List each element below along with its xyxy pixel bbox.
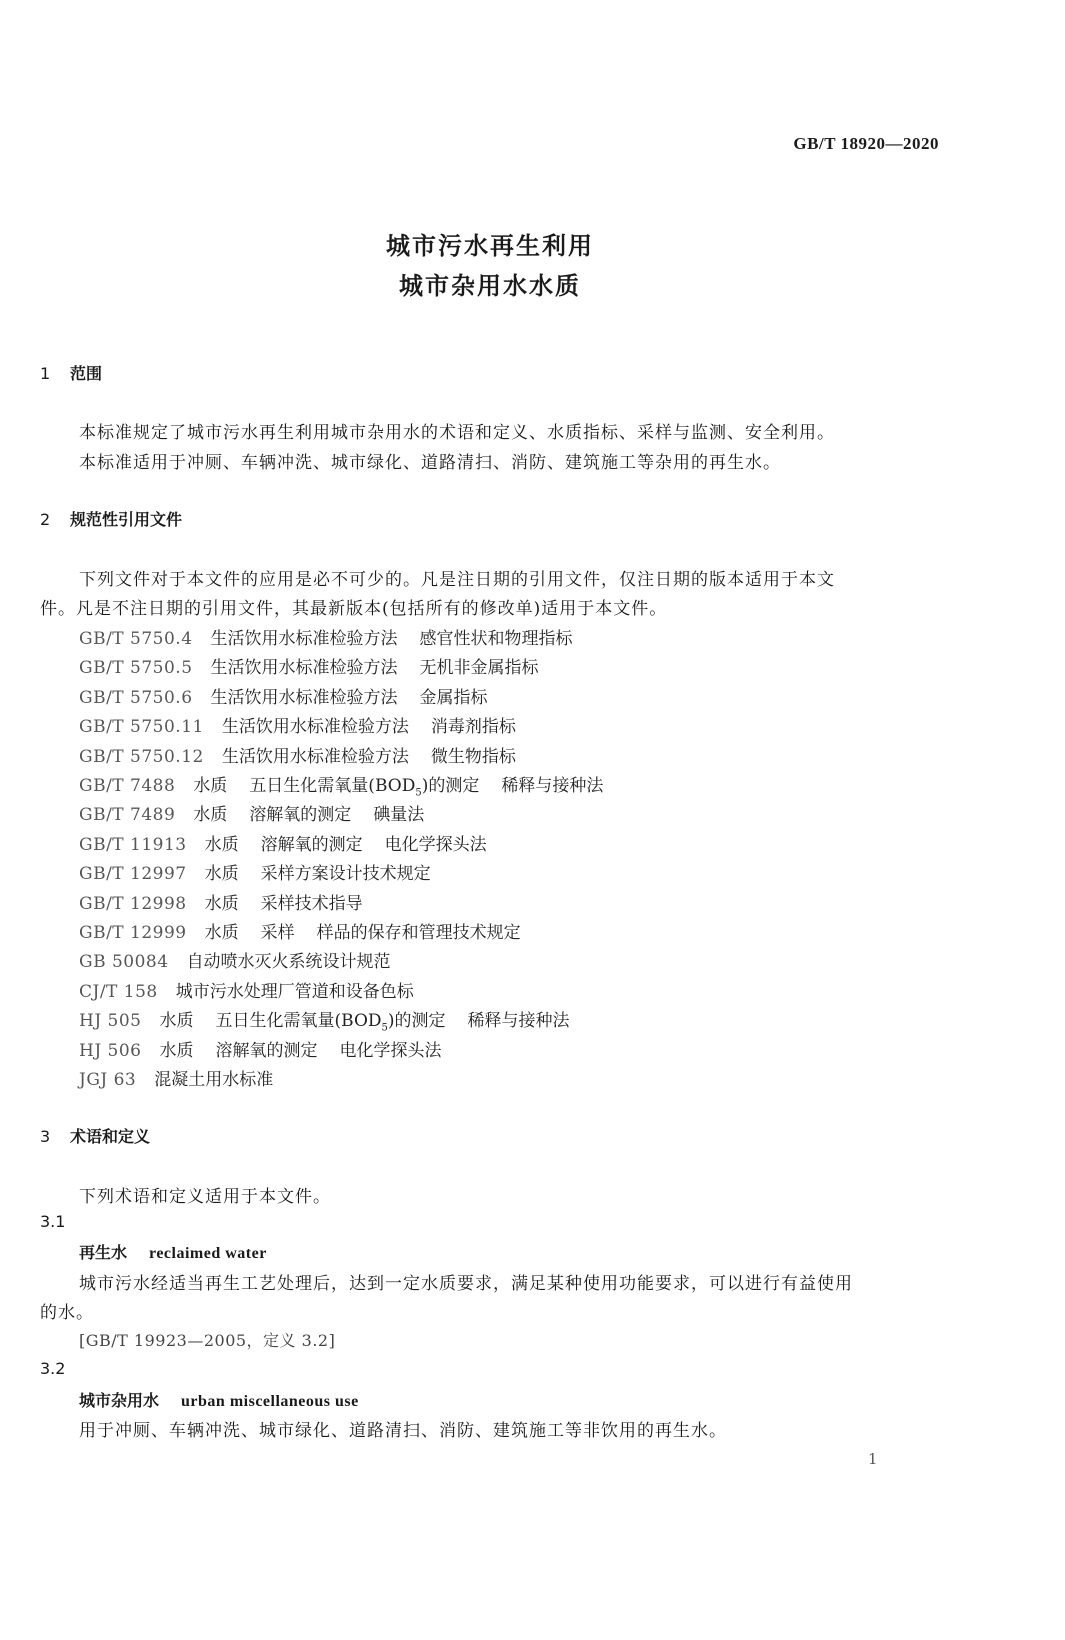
reference-subtitle: 无机非金属指标 xyxy=(419,658,539,679)
subscript: 5 xyxy=(415,787,422,799)
reference-title: 生活饮用水标准检验方法 xyxy=(210,629,398,649)
term-en: urban miscellaneous use xyxy=(181,1393,359,1410)
reference-part-text: )的测定 xyxy=(387,1011,446,1032)
reference-code: GB/T 5750.6 xyxy=(79,687,193,708)
reference-item xyxy=(79,712,516,737)
reference-subtitle: 电化学探头法 xyxy=(339,1040,442,1061)
section-number: 2 xyxy=(40,510,51,529)
scope-paragraph-2: 本标准适用于冲厕、车辆冲洗、城市绿化、道路清扫、消防、建筑施工等杂用的再生水。 xyxy=(79,453,781,473)
reference-title: 自动喷水灭火系统设计规范 xyxy=(186,952,391,973)
references-intro-line-1: 下列文件对于本文件的应用是必不可少的。凡是注日期的引用文件，仅注日期的版本适用于本文 xyxy=(79,570,835,590)
reference-code: GB/T 11913 xyxy=(79,834,187,855)
reference-title: 水质 xyxy=(159,1040,194,1061)
terms-intro: 下列术语和定义适用于本文件。 xyxy=(79,1187,331,1207)
reference-subtitle: 采样方案设计技术规定 xyxy=(260,864,431,885)
term-zh: 城市杂用水 xyxy=(79,1391,160,1410)
reference-item xyxy=(79,830,487,855)
reference-title: 水质 xyxy=(204,864,239,885)
reference-subtitle: 金属指标 xyxy=(419,687,488,708)
reference-item xyxy=(79,977,436,1002)
section-number: 3 xyxy=(40,1127,51,1146)
reference-part xyxy=(216,1041,318,1061)
term-heading xyxy=(79,1388,359,1411)
term-zh: 再生水 xyxy=(79,1243,128,1262)
reference-subtitle: 稀释与接种法 xyxy=(501,776,604,796)
reference-part-text: 五日生化需氧量(BOD xyxy=(249,776,416,796)
reference-subtitle: 电化学探头法 xyxy=(384,834,487,855)
reference-code: GB/T 12999 xyxy=(79,923,187,943)
reference-code: GB 50084 xyxy=(79,952,169,973)
reference-part-text: 溶解氧的测定 xyxy=(260,834,363,855)
scope-paragraph-1: 本标准规定了城市污水再生利用城市杂用水的术语和定义、水质指标、采样与监测、安全利用。 xyxy=(79,423,835,443)
reference-item xyxy=(79,947,413,972)
term-definition-line-1: 用于冲厕、车辆冲洗、城市绿化、道路清扫、消防、建筑施工等非饮用的再生水。 xyxy=(79,1421,727,1441)
reference-title: 水质 xyxy=(193,776,228,796)
reference-code: GB/T 5750.5 xyxy=(79,658,193,679)
term-source: [GB/T 19923—2005，定义 3.2] xyxy=(79,1331,336,1350)
reference-title: 水质 xyxy=(193,805,228,826)
reference-subtitle: 样品的保存和管理技术规定 xyxy=(316,923,521,943)
reference-title: 水质 xyxy=(159,1011,194,1032)
reference-item xyxy=(79,742,516,767)
reference-title: 城市污水处理厂管道和设备色标 xyxy=(175,981,414,1002)
section-title: 规范性引用文件 xyxy=(70,510,183,529)
section-title: 范围 xyxy=(70,364,103,383)
reference-item xyxy=(79,1065,295,1090)
section-3-heading xyxy=(40,1124,150,1147)
reference-subtitle: 微生物指标 xyxy=(430,746,516,767)
standard-code: GB/T 18920—2020 xyxy=(793,134,939,153)
reference-code: GB/T 12997 xyxy=(79,864,187,885)
reference-item xyxy=(79,800,424,825)
reference-code: GB/T 5750.12 xyxy=(79,746,204,767)
reference-code: HJ 506 xyxy=(79,1040,142,1061)
reference-title: 生活饮用水标准检验方法 xyxy=(221,746,409,767)
reference-part xyxy=(249,805,351,825)
section-1-heading xyxy=(40,361,102,384)
reference-code: HJ 505 xyxy=(79,1011,142,1032)
reference-subtitle: 稀释与接种法 xyxy=(467,1011,570,1032)
reference-title: 水质 xyxy=(204,923,239,943)
title-line-2: 城市杂用水水质 xyxy=(399,272,581,300)
reference-item xyxy=(79,624,573,649)
reference-part-text: )的测定 xyxy=(421,776,480,796)
reference-subtitle: 消毒剂指标 xyxy=(430,717,516,738)
reference-code: CJ/T 158 xyxy=(79,981,158,1002)
subscript: 5 xyxy=(381,1022,388,1034)
reference-item xyxy=(79,771,603,798)
term-heading xyxy=(79,1240,267,1263)
term-definition-line-2: 的水。 xyxy=(40,1303,94,1323)
reference-item xyxy=(79,889,363,914)
reference-title: 水质 xyxy=(204,834,239,855)
term-number: 3.1 xyxy=(40,1212,66,1231)
reference-title: 生活饮用水标准检验方法 xyxy=(210,658,398,679)
reference-part-text: 五日生化需氧量(BOD xyxy=(215,1011,382,1032)
references-intro-line-2: 件。凡是不注日期的引用文件，其最新版本(包括所有的修改单)适用于本文件。 xyxy=(40,599,668,619)
reference-item xyxy=(79,918,521,943)
reference-part xyxy=(249,776,480,799)
reference-title: 混凝土用水标准 xyxy=(154,1070,274,1090)
page-number: 1 xyxy=(868,1450,878,1468)
section-title: 术语和定义 xyxy=(70,1127,151,1146)
reference-part-text: 溶解氧的测定 xyxy=(215,1040,318,1061)
reference-title: 生活饮用水标准检验方法 xyxy=(221,717,409,738)
reference-subtitle: 采样技术指导 xyxy=(260,893,363,914)
reference-subtitle: 感官性状和物理指标 xyxy=(419,629,573,649)
reference-code: GB/T 7488 xyxy=(79,776,176,796)
reference-part xyxy=(261,923,295,943)
reference-code: GB/T 12998 xyxy=(79,893,187,914)
reference-code: GB/T 5750.11 xyxy=(79,717,204,738)
reference-code: GB/T 5750.4 xyxy=(79,629,193,649)
reference-item xyxy=(79,1036,442,1061)
reference-item xyxy=(79,1006,570,1033)
term-definition-line-1: 城市污水经适当再生工艺处理后，达到一定水质要求，满足某种使用功能要求，可以进行有益使用 xyxy=(79,1274,853,1294)
reference-subtitle: 碘量法 xyxy=(373,805,425,826)
reference-part-text: 采样 xyxy=(260,923,295,943)
term-en: reclaimed water xyxy=(149,1245,267,1262)
reference-item xyxy=(79,653,539,678)
section-2-heading xyxy=(40,507,182,530)
reference-code: JGJ 63 xyxy=(79,1070,137,1090)
reference-part-text: 溶解氧的测定 xyxy=(249,805,352,826)
reference-part xyxy=(215,1011,446,1034)
reference-title: 水质 xyxy=(204,893,239,914)
reference-title: 生活饮用水标准检验方法 xyxy=(210,687,398,708)
reference-code: GB/T 7489 xyxy=(79,805,176,826)
reference-item xyxy=(79,683,488,708)
reference-item xyxy=(79,859,431,884)
reference-part xyxy=(261,835,363,855)
term-number: 3.2 xyxy=(40,1359,66,1378)
title-line-1: 城市污水再生利用 xyxy=(386,232,594,260)
section-number: 1 xyxy=(40,364,51,383)
